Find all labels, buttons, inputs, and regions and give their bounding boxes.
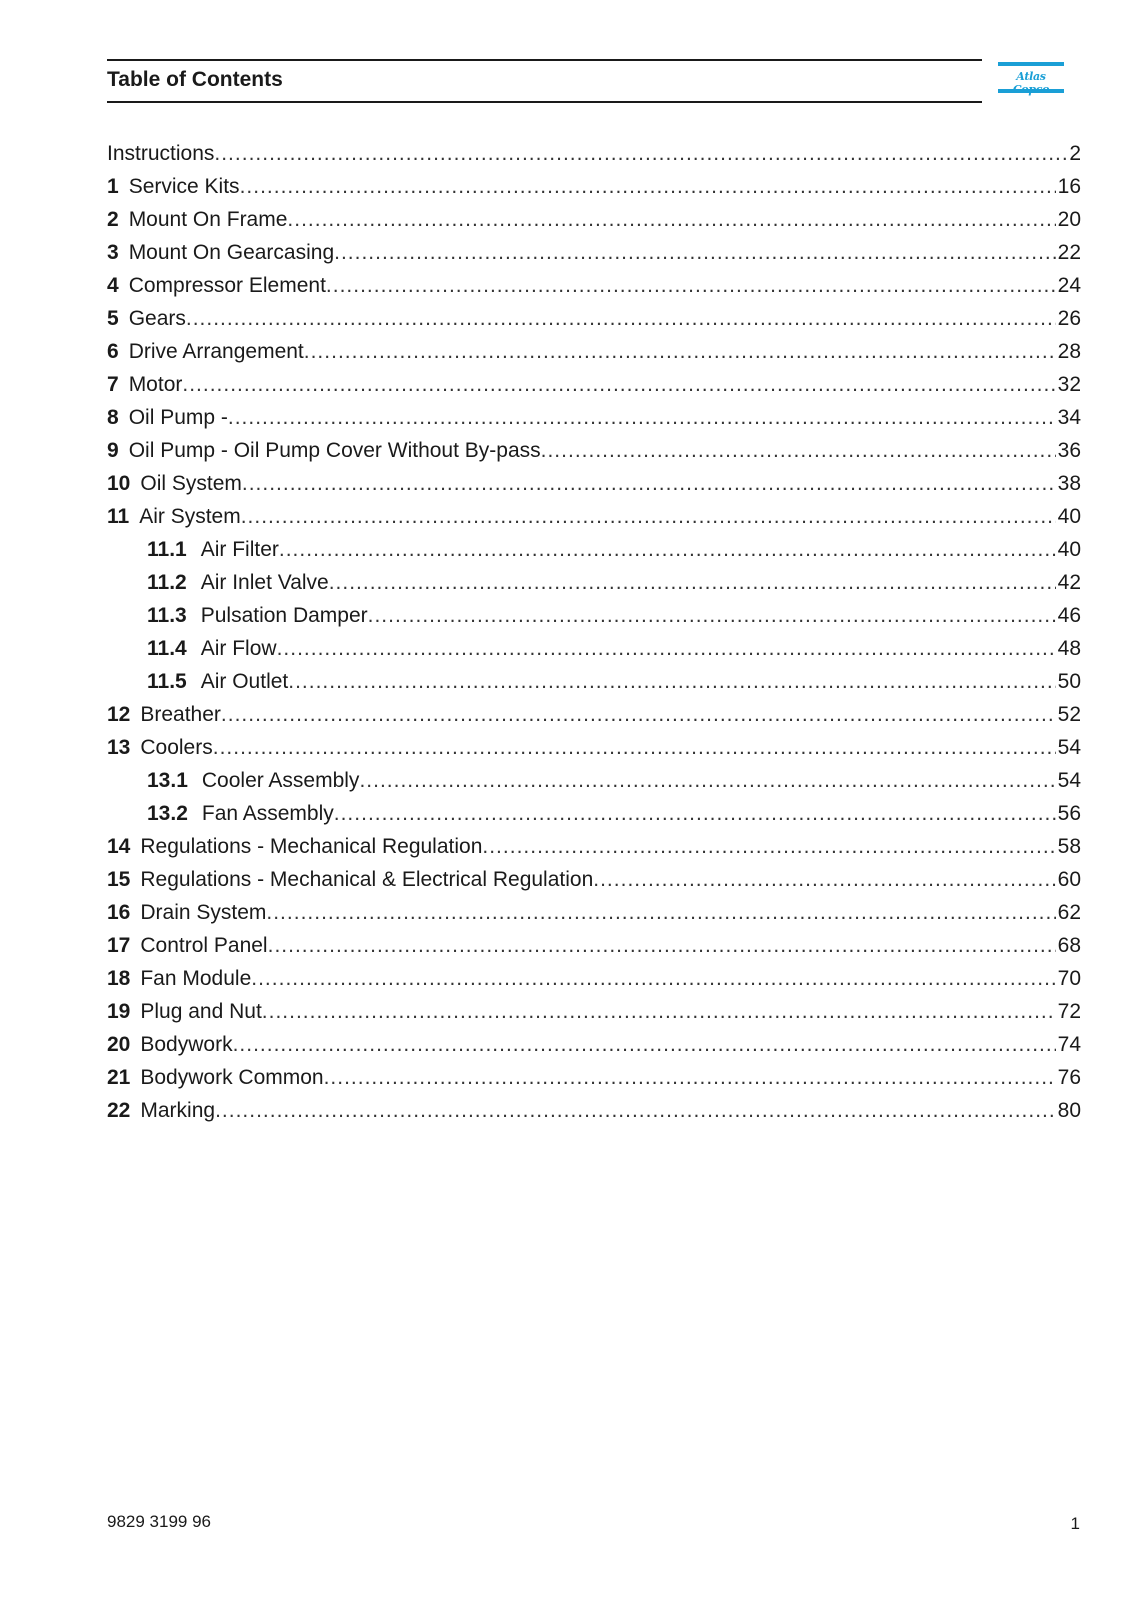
toc-entry-title: Instructions <box>107 142 215 165</box>
toc-entry[interactable] <box>107 863 1081 896</box>
toc-entry[interactable] <box>107 1061 1081 1094</box>
toc-entry-title: Marking <box>140 1099 216 1122</box>
toc-entry[interactable] <box>107 962 1081 995</box>
toc-leader-dots <box>482 830 1055 863</box>
toc-entry-number: 1 <box>107 175 119 198</box>
toc-entry-page: 16 <box>1057 175 1081 198</box>
toc-entry-title: Air Inlet Valve <box>200 571 329 594</box>
toc-leader-dots <box>213 731 1056 764</box>
toc-leader-dots <box>326 269 1056 302</box>
toc-entry-title: Control Panel <box>140 934 268 957</box>
toc-entry-title: Air System <box>139 505 241 528</box>
toc-entry-title: Bodywork <box>140 1033 233 1056</box>
toc-entry-page: 40 <box>1057 538 1081 561</box>
toc-entry-number: 20 <box>107 1033 131 1056</box>
logo-bar-top <box>998 62 1064 66</box>
toc-entry-page: 80 <box>1057 1099 1081 1122</box>
toc-entry-page: 2 <box>1069 142 1081 165</box>
toc-entry[interactable] <box>107 797 1081 830</box>
toc-entry-title: Oil Pump - <box>128 406 228 429</box>
toc-entry[interactable] <box>107 698 1081 731</box>
toc-entry[interactable] <box>107 335 1081 368</box>
brand-logo <box>998 62 1064 94</box>
toc-entry[interactable] <box>107 302 1081 335</box>
toc-entry[interactable] <box>107 533 1081 566</box>
toc-entry-page: 24 <box>1057 274 1081 297</box>
toc-leader-dots <box>541 434 1056 467</box>
toc-entry-number: 13 <box>107 736 131 759</box>
toc-leader-dots <box>242 467 1056 500</box>
toc-entry[interactable] <box>107 665 1081 698</box>
toc-leader-dots <box>186 302 1056 335</box>
toc-leader-dots <box>182 368 1055 401</box>
toc-entry-page: 42 <box>1057 571 1081 594</box>
toc-entry-number: 11.3 <box>147 604 187 627</box>
toc-entry-number: 17 <box>107 934 131 957</box>
toc-entry-number: 13.1 <box>147 769 188 792</box>
toc-entry-number: 11.2 <box>147 571 187 594</box>
toc-entry[interactable] <box>107 1028 1081 1061</box>
table-of-contents <box>107 137 1081 1127</box>
toc-entry[interactable] <box>107 632 1081 665</box>
toc-entry-number: 11.5 <box>147 670 187 693</box>
toc-leader-dots <box>221 698 1056 731</box>
toc-entry-page: 62 <box>1057 901 1081 924</box>
toc-entry-title: Air Filter <box>200 538 279 561</box>
toc-leader-dots <box>329 566 1056 599</box>
toc-entry[interactable] <box>107 830 1081 863</box>
toc-entry-number: 11 <box>107 505 130 528</box>
toc-entry-page: 58 <box>1057 835 1081 858</box>
toc-entry-number: 6 <box>107 340 119 363</box>
toc-entry[interactable] <box>107 764 1081 797</box>
toc-entry-number: 19 <box>107 1000 131 1023</box>
toc-entry-page: 36 <box>1057 439 1081 462</box>
toc-leader-dots <box>593 863 1055 896</box>
toc-entry-page: 50 <box>1057 670 1081 693</box>
toc-entry[interactable] <box>107 368 1081 401</box>
toc-entry-title: Motor <box>128 373 183 396</box>
page-header <box>107 59 982 103</box>
toc-leader-dots <box>359 764 1055 797</box>
toc-entry-number: 14 <box>107 835 131 858</box>
toc-entry-page: 54 <box>1057 736 1081 759</box>
toc-entry-page: 32 <box>1057 373 1081 396</box>
page-number: 1 <box>1070 1514 1080 1533</box>
toc-entry[interactable] <box>107 236 1081 269</box>
toc-leader-dots <box>334 797 1056 830</box>
toc-entry[interactable] <box>107 401 1081 434</box>
toc-entry-title: Coolers <box>140 736 213 759</box>
toc-entry[interactable] <box>107 203 1081 236</box>
toc-leader-dots <box>288 665 1055 698</box>
toc-entry[interactable] <box>107 137 1081 170</box>
toc-entry-title: Fan Module <box>140 967 252 990</box>
toc-entry-number: 11.4 <box>147 637 187 660</box>
toc-entry-number: 15 <box>107 868 131 891</box>
toc-leader-dots <box>324 1061 1056 1094</box>
toc-entry[interactable] <box>107 500 1081 533</box>
toc-entry-page: 60 <box>1057 868 1081 891</box>
toc-entry[interactable] <box>107 170 1081 203</box>
toc-entry-number: 5 <box>107 307 119 330</box>
toc-leader-dots <box>241 500 1056 533</box>
toc-entry-number: 12 <box>107 703 131 726</box>
toc-entry[interactable] <box>107 269 1081 302</box>
toc-entry-title: Regulations - Mechanical & Electrical Regulation <box>140 868 594 891</box>
toc-entry-title: Plug and Nut <box>140 1000 262 1023</box>
toc-entry-title: Compressor Element <box>128 274 326 297</box>
toc-entry-title: Fan Assembly <box>201 802 334 825</box>
toc-leader-dots <box>268 929 1056 962</box>
toc-entry-number: 2 <box>107 208 119 231</box>
toc-entry-page: 48 <box>1057 637 1081 660</box>
toc-entry-page: 72 <box>1057 1000 1081 1023</box>
toc-entry-page: 56 <box>1057 802 1081 825</box>
toc-leader-dots <box>233 1028 1056 1061</box>
toc-entry-page: 52 <box>1057 703 1081 726</box>
toc-leader-dots <box>304 335 1056 368</box>
toc-entry-title: Gears <box>128 307 186 330</box>
toc-leader-dots <box>266 896 1055 929</box>
toc-entry-number: 18 <box>107 967 131 990</box>
toc-leader-dots <box>228 401 1056 434</box>
toc-entry-number: 7 <box>107 373 119 396</box>
toc-entry-page: 26 <box>1057 307 1081 330</box>
toc-entry-title: Mount On Gearcasing <box>128 241 335 264</box>
toc-leader-dots <box>368 599 1056 632</box>
toc-entry[interactable] <box>107 434 1081 467</box>
toc-leader-dots <box>287 203 1055 236</box>
toc-leader-dots <box>240 170 1056 203</box>
toc-entry-page: 28 <box>1057 340 1081 363</box>
toc-entry-page: 20 <box>1057 208 1081 231</box>
toc-entry-number: 3 <box>107 241 119 264</box>
toc-entry-title: Cooler Assembly <box>201 769 360 792</box>
toc-entry-title: Air Outlet <box>200 670 289 693</box>
toc-entry-page: 40 <box>1057 505 1081 528</box>
toc-entry-page: 38 <box>1057 472 1081 495</box>
toc-entry-title: Drain System <box>140 901 267 924</box>
toc-entry[interactable] <box>107 467 1081 500</box>
toc-entry-page: 46 <box>1057 604 1081 627</box>
toc-entry[interactable] <box>107 929 1081 962</box>
toc-entry-title: Mount On Frame <box>128 208 288 231</box>
toc-entry-page: 70 <box>1057 967 1081 990</box>
toc-leader-dots <box>277 632 1056 665</box>
document-number: 9829 3199 96 <box>107 1512 211 1531</box>
toc-entry-number: 4 <box>107 274 119 297</box>
toc-entry[interactable] <box>107 566 1081 599</box>
toc-entry-page: 74 <box>1057 1033 1081 1056</box>
toc-entry-title: Breather <box>140 703 221 726</box>
page-title: Table of Contents <box>107 68 283 91</box>
toc-entry-title: Air Flow <box>200 637 277 660</box>
toc-entry-page: 34 <box>1057 406 1081 429</box>
toc-entry-number: 10 <box>107 472 131 495</box>
toc-leader-dots <box>334 236 1056 269</box>
toc-entry-number: 13.2 <box>147 802 188 825</box>
toc-entry-number: 22 <box>107 1099 131 1122</box>
toc-leader-dots <box>215 1094 1056 1127</box>
toc-entry[interactable] <box>107 1094 1081 1127</box>
toc-entry-number: 16 <box>107 901 131 924</box>
toc-entry-title: Service Kits <box>128 175 240 198</box>
toc-entry-title: Pulsation Damper <box>200 604 368 627</box>
toc-entry-title: Bodywork Common <box>140 1066 324 1089</box>
toc-leader-dots <box>262 995 1056 1028</box>
toc-entry-number: 11.1 <box>147 538 187 561</box>
toc-entry[interactable] <box>107 599 1081 632</box>
logo-bar-bottom <box>998 89 1064 93</box>
toc-entry-number: 21 <box>107 1066 131 1089</box>
toc-entry[interactable] <box>107 731 1081 764</box>
toc-entry[interactable] <box>107 896 1081 929</box>
toc-entry[interactable] <box>107 995 1081 1028</box>
toc-entry-page: 76 <box>1057 1066 1081 1089</box>
logo-text: Atlas <box>1016 70 1046 83</box>
toc-entry-number: 8 <box>107 406 119 429</box>
toc-leader-dots <box>214 137 1067 170</box>
toc-entry-number: 9 <box>107 439 119 462</box>
toc-entry-title: Regulations - Mechanical Regulation <box>140 835 483 858</box>
toc-entry-title: Oil System <box>140 472 242 495</box>
toc-entry-page: 22 <box>1057 241 1081 264</box>
toc-leader-dots <box>279 533 1056 566</box>
toc-entry-title: Drive Arrangement <box>128 340 304 363</box>
toc-entry-page: 68 <box>1057 934 1081 957</box>
toc-leader-dots <box>251 962 1055 995</box>
toc-entry-page: 54 <box>1057 769 1081 792</box>
toc-entry-title: Oil Pump - Oil Pump Cover Without By-pass <box>128 439 541 462</box>
